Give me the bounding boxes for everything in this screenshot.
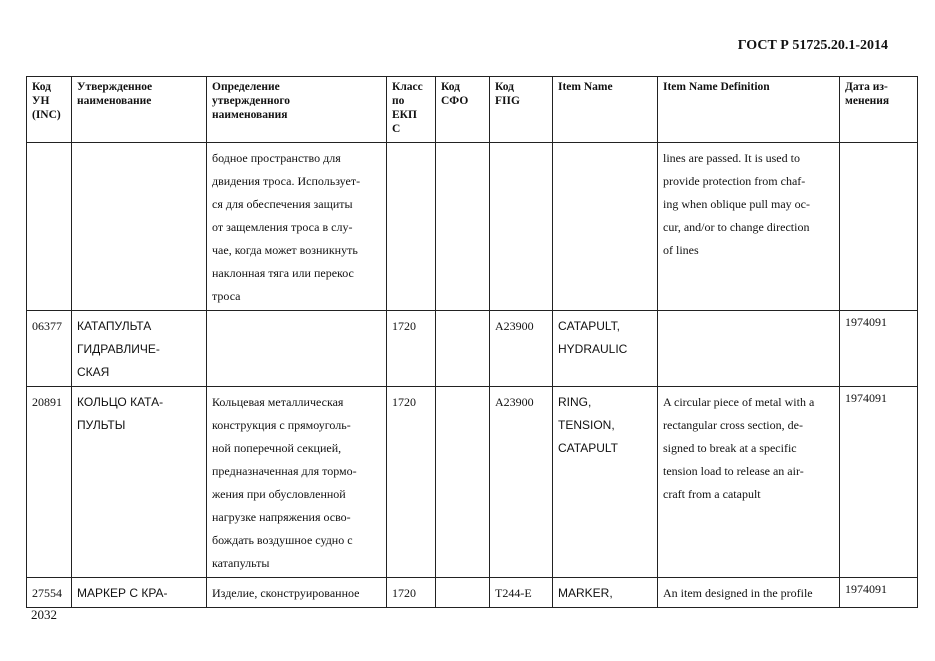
cell-sfo: [436, 143, 490, 311]
cell-sfo: [436, 387, 490, 578]
cell-fiig: A23900: [490, 311, 553, 387]
table-row: [27, 143, 918, 311]
cell-item-definition: [658, 311, 840, 387]
cell-fiig: [490, 143, 553, 311]
cell-item-name: [553, 143, 658, 311]
cell-item-definition: lines are passed. It is used to provide protection from chaf- ing when oblique pull may oc- cur, and/or to change direction of lines: [658, 143, 840, 311]
col-header-class: Класс по ЕКП С: [387, 77, 436, 143]
col-header-fiig: Код FIIG: [490, 77, 553, 143]
cell-name: МАРКЕР С КРА-: [72, 578, 207, 608]
page-number: 2032: [31, 607, 57, 622]
table-row: [27, 578, 918, 608]
cell-inc: 06377: [27, 311, 72, 387]
cell-inc: 20891: [27, 387, 72, 578]
cell-name: КОЛЬЦО КАТА- ПУЛЬТЫ: [72, 387, 207, 578]
cell-class: 1720: [387, 311, 436, 387]
table-row: [27, 311, 918, 387]
cell-item-name: RING, TENSION, CATAPULT: [553, 387, 658, 578]
document-header: ГОСТ Р 51725.20.1-2014: [737, 38, 888, 53]
cell-fiig: T244-E: [490, 578, 553, 608]
col-header-name: Утвержденное наименование: [72, 77, 207, 143]
cell-fiig: A23900: [490, 387, 553, 578]
col-header-inc: Код УН (INC): [27, 77, 72, 143]
cell-inc: 27554: [27, 578, 72, 608]
cell-item-definition: A circular piece of metal with a rectangular cross section, de- signed to break at a specific tension load to release an air- craft from a catapult: [658, 387, 840, 578]
col-header-definition: Определение утвержденного наименования: [207, 77, 387, 143]
col-header-item-definition: Item Name Definition: [658, 77, 840, 143]
cell-date: [840, 143, 918, 311]
cell-definition: Изделие, сконструированное: [207, 578, 387, 608]
table-header-row: [27, 77, 918, 143]
cell-sfo: [436, 578, 490, 608]
cell-class: 1720: [387, 578, 436, 608]
cell-inc: [27, 143, 72, 311]
cell-definition: [207, 311, 387, 387]
col-header-sfo: Код СФО: [436, 77, 490, 143]
cell-definition: бодное пространство для двидения троса. Использует- ся для обеспечения защиты от защемления троса в слу- чае, когда может возникнуть наклонная тяга или перекос троса: [207, 143, 387, 311]
cell-date: 1974091: [840, 387, 918, 578]
col-header-date: Дата из- менения: [840, 77, 918, 143]
cell-item-definition: An item designed in the profile: [658, 578, 840, 608]
catalog-table: [26, 76, 918, 608]
cell-name: КАТАПУЛЬТА ГИДРАВЛИЧЕ- СКАЯ: [72, 311, 207, 387]
table-row: [27, 387, 918, 578]
cell-item-name: CATAPULT, HYDRAULIC: [553, 311, 658, 387]
col-header-item-name: Item Name: [553, 77, 658, 143]
cell-date: 1974091: [840, 311, 918, 387]
cell-name: [72, 143, 207, 311]
cell-date: 1974091: [840, 578, 918, 608]
cell-definition: Кольцевая металлическая конструкция с прямоуголь- ной поперечной секцией, предназначенная для тормо- жения при обусловленной нагрузке напряжения осво- бождать воздушное судно с катапульты: [207, 387, 387, 578]
cell-item-name: MARKER,: [553, 578, 658, 608]
cell-class: [387, 143, 436, 311]
cell-class: 1720: [387, 387, 436, 578]
cell-sfo: [436, 311, 490, 387]
